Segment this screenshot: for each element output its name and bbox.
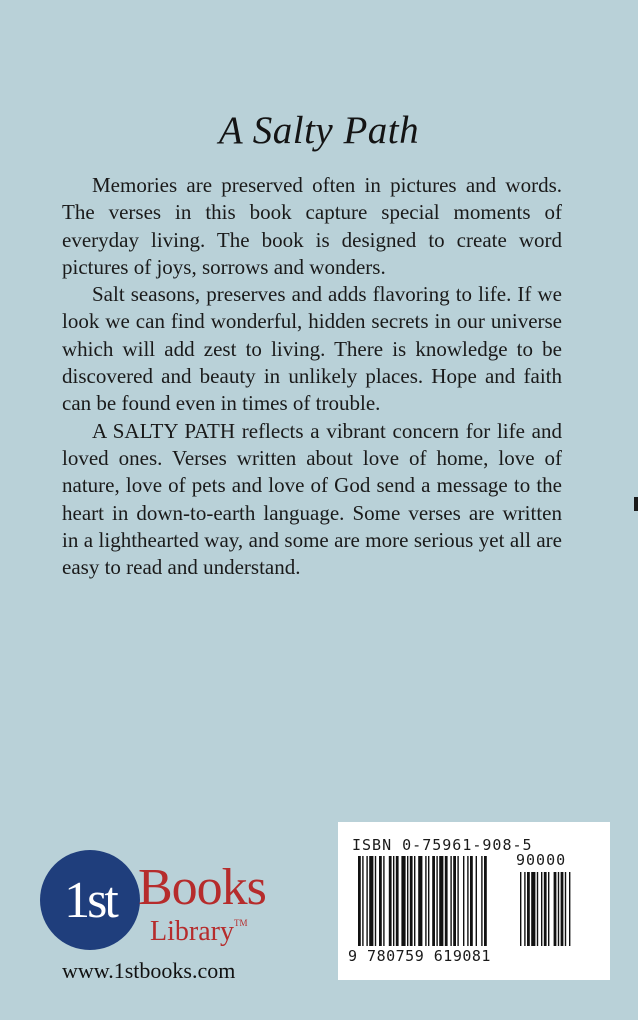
blurb-paragraph: Salt seasons, preserves and adds flavoring to life. If we look we can find wonderful, hidden secrets in our universe which will add zest to living. There is knowledge to be discovered and beauty in unlikely places. Hope and faith can be found even in times of trouble. bbox=[62, 282, 562, 416]
edge-mark bbox=[634, 497, 638, 511]
barcode-bar bbox=[401, 856, 405, 946]
barcode-bar bbox=[544, 872, 547, 946]
ean-number: 9 780759 619081 bbox=[348, 947, 491, 965]
barcode-bar bbox=[476, 856, 477, 946]
barcode-bar bbox=[541, 872, 542, 946]
barcode-bar bbox=[520, 872, 521, 946]
trademark-mark: TM bbox=[233, 918, 248, 928]
barcode-bar bbox=[418, 856, 422, 946]
barcode-bar bbox=[467, 856, 468, 946]
book-title: A Salty Path bbox=[218, 109, 420, 152]
barcode-bar bbox=[558, 872, 559, 946]
book-blurb bbox=[62, 172, 562, 581]
publisher-logo bbox=[40, 838, 310, 958]
barcode-bar bbox=[396, 856, 399, 946]
barcode-bar bbox=[569, 872, 570, 946]
isbn-barcode bbox=[338, 822, 610, 980]
barcode-bar bbox=[366, 856, 367, 946]
barcode-bar bbox=[379, 856, 382, 946]
barcode-bar bbox=[565, 872, 566, 946]
logo-circle: 1st bbox=[40, 850, 140, 950]
barcode-bar bbox=[537, 872, 538, 946]
barcode-bar bbox=[375, 856, 376, 946]
barcode-bar bbox=[439, 856, 443, 946]
barcode-bar bbox=[463, 856, 464, 946]
barcode-bar bbox=[457, 856, 458, 946]
barcode-bar bbox=[484, 856, 487, 946]
barcode-bar bbox=[554, 872, 557, 946]
barcode-bar bbox=[470, 856, 473, 946]
barcode-bar bbox=[407, 856, 408, 946]
barcode-bar bbox=[369, 856, 373, 946]
barcode-bar bbox=[450, 856, 451, 946]
barcode-bar bbox=[389, 856, 392, 946]
publisher-website: www.1stbooks.com bbox=[62, 958, 236, 983]
logo-books-text: Books bbox=[138, 859, 266, 916]
barcode-bar bbox=[531, 872, 535, 946]
barcode-bar bbox=[445, 856, 448, 946]
barcode-bar bbox=[362, 856, 363, 946]
barcode-bar bbox=[393, 856, 394, 946]
blurb-paragraph: Memories are preserved often in pictures and words. The verses in this book capture special moments of everyday living. The book is designed to create word pictures of joys, sorrows and wonders. bbox=[62, 173, 562, 279]
barcode-bar bbox=[481, 856, 482, 946]
barcode-bar bbox=[410, 856, 413, 946]
price-code: 90000 bbox=[516, 851, 567, 869]
barcode-bar bbox=[548, 872, 549, 946]
barcode-bar bbox=[425, 856, 426, 946]
barcode-bar bbox=[383, 856, 384, 946]
barcode-bar bbox=[453, 856, 456, 946]
barcode-bar bbox=[436, 856, 437, 946]
barcode-bar bbox=[358, 856, 361, 946]
barcode-bar bbox=[432, 856, 435, 946]
barcode-bar bbox=[428, 856, 429, 946]
barcode-bar bbox=[414, 856, 415, 946]
barcode-bar bbox=[561, 872, 564, 946]
blurb-paragraph: A SALTY PATH reflects a vibrant concern for life and loved ones. Verses written about love of home, love of nature, love of pets and love of God send a message to the heart in down-to-earth language. Some verses are written in a lighthearted way, and some are more serious yet all are easy to read and understand. bbox=[62, 418, 562, 580]
isbn-number: ISBN 0-75961-908-5 bbox=[352, 836, 533, 854]
logo-library-text: Library™ bbox=[150, 916, 248, 947]
barcode-bar bbox=[527, 872, 530, 946]
barcode-bar bbox=[524, 872, 525, 946]
